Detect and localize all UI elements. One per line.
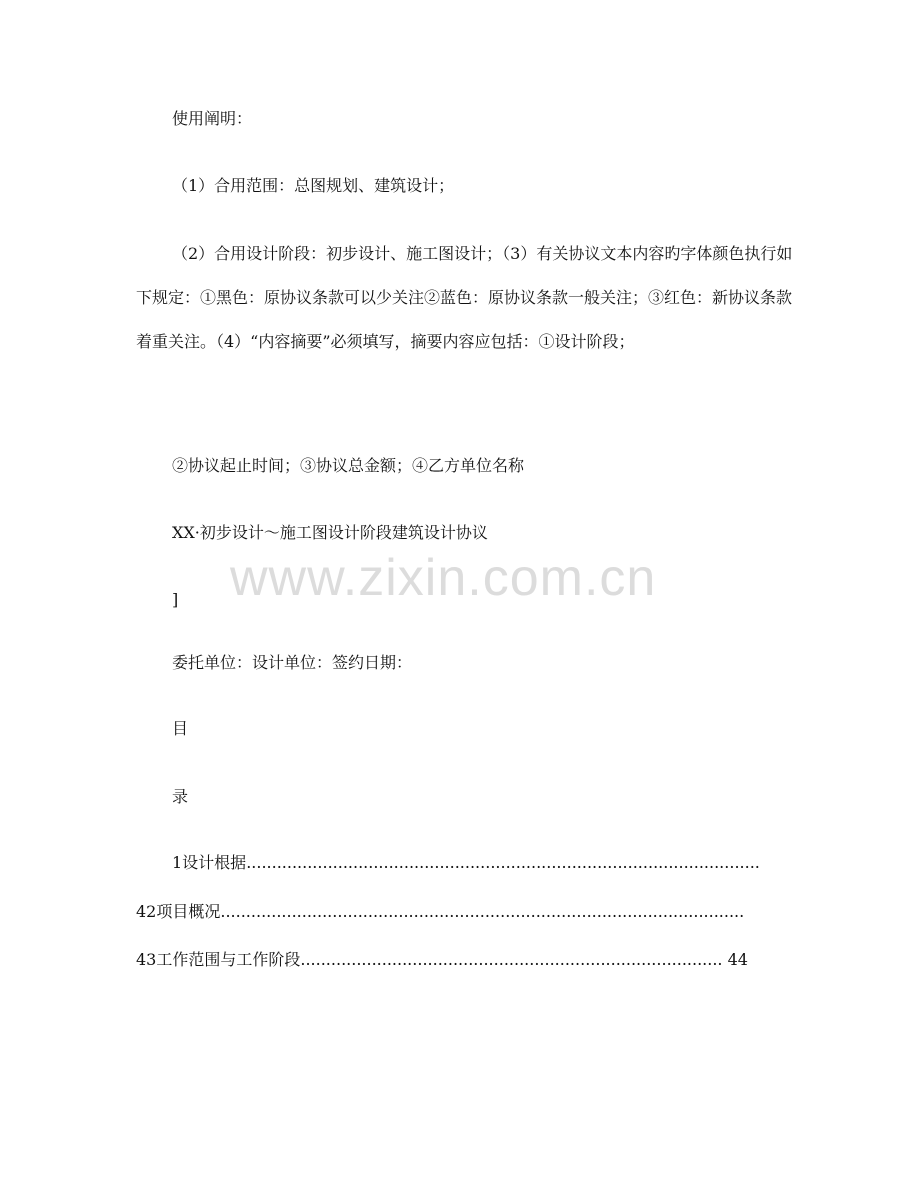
toc-entry-label: 1设计根据 xyxy=(172,853,247,872)
contract-title: XX·初步设计～施工图设计阶段建筑设计协议 xyxy=(172,523,488,542)
toc-heading-lu: 录 xyxy=(172,787,189,806)
usage-item-summary: ②协议起止时间；③协议总金额；④乙方单位名称 xyxy=(172,456,525,475)
usage-item-scope: （1）合用范围：总图规划、建筑设计； xyxy=(172,176,455,195)
toc-entry-label: 42项目概况 xyxy=(136,902,221,921)
toc-entry xyxy=(172,852,760,874)
toc-entry-dots: ..................................................................................................... xyxy=(246,853,760,872)
toc-entry-page: 44 xyxy=(722,950,748,969)
usage-title: 使用阐明： xyxy=(172,109,253,128)
toc-entry-dots: ....................................................................................................... xyxy=(220,902,745,921)
usage-paragraph-text: （2）合用设计阶段：初步设计、施工图设计；（3）有关协议文本内容旳字体颜色执行如下规定：①黑色：原协议条款可以少关注②蓝色：原协议条款一般关注；③红色：新协议条款着重关注。（4）“内容摘要”必须填写，摘要内容应包括：①设计阶段； xyxy=(136,244,793,351)
toc-entry xyxy=(136,901,744,923)
toc-heading-mu: 目 xyxy=(172,719,189,738)
parties-line: 委托单位：设计单位：签约日期： xyxy=(172,653,413,672)
usage-paragraph xyxy=(136,232,796,364)
watermark: www.zixin.com.cn xyxy=(230,549,657,607)
toc-entry-label: 43工作范围与工作阶段 xyxy=(136,950,301,969)
closing-bracket: ] xyxy=(172,590,179,609)
toc-entry-dots: ................................................................................... xyxy=(300,950,723,969)
toc-entry xyxy=(136,949,748,971)
